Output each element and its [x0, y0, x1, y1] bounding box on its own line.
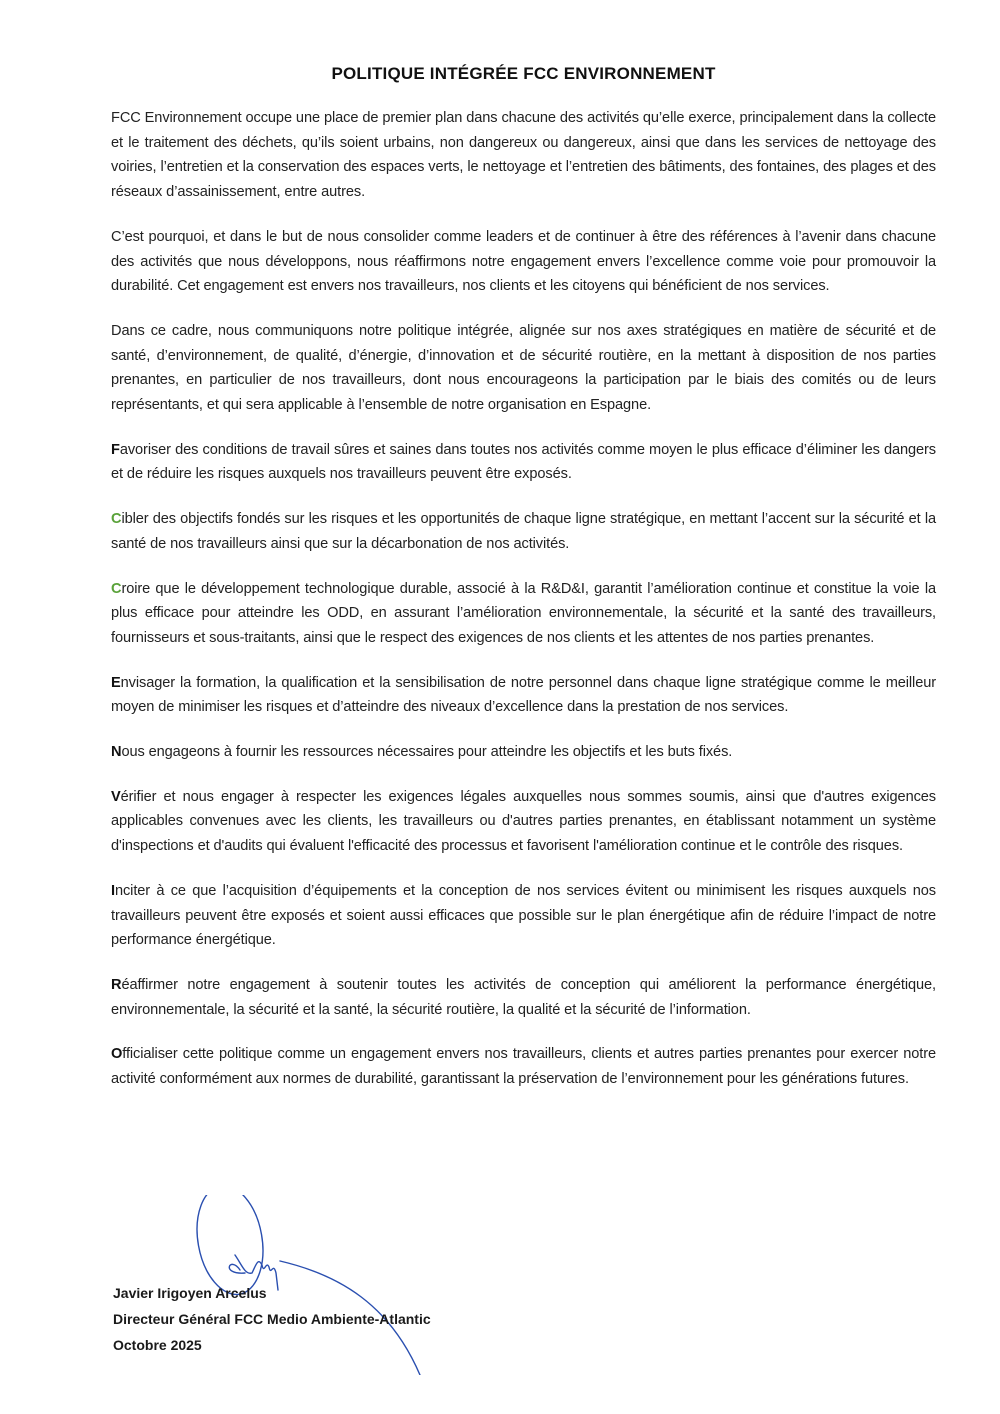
- commitment-paragraph: [111, 577, 936, 651]
- commitment-text: ous engageons à fournir les ressources nécessaires pour atteindre les objectifs et les buts fixés.: [121, 744, 733, 761]
- commitment-paragraph: [111, 740, 936, 765]
- commitments-list: [111, 438, 936, 1092]
- commitment-text: nvisager la formation, la qualification et la sensibilisation de notre personnel dans chaque ligne stratégique comme le meilleur moyen de minimiser les risques et d’atteindre des niveaux d’excellence dans la prestation de nos services.: [111, 674, 936, 716]
- commitment-initial: I: [111, 882, 115, 899]
- commitment-paragraph: [111, 507, 936, 556]
- commitment-initial: C: [111, 511, 122, 528]
- commitment-initial: O: [111, 1046, 123, 1063]
- commitment-initial: F: [111, 441, 120, 458]
- commitment-text: fficialiser cette politique comme un engagement envers nos travailleurs, clients et autres parties prenantes pour exercer notre activité conformément aux normes de durabilité, garantissant la préservation de l’environnement pour les générations futures.: [111, 1046, 936, 1088]
- intro-paragraph: C’est pourquoi, et dans le but de nous consolider comme leaders et de continuer à être des références à l’avenir dans chacune des activités que nous développons, nous réaffirmons notre engagement envers l’excellence comme voie pour promouvoir la durabilité. Cet engagement est envers nos travailleurs, nos clients et les citoyens qui bénéficient de nos services.: [111, 228, 936, 295]
- commitment-text: érifier et nous engager à respecter les exigences légales auxquelles nous sommes soumis, ainsi que d'autres exigences applicables convenues avec les clients, les travailleurs ou d'autres parties prenantes, en établissant notamment un système d'inspections et d'audits qui évaluent l'efficacité des processus et favorisent l'amélioration continue et le contrôle des risques.: [111, 788, 936, 855]
- commitment-paragraph: [111, 1042, 936, 1091]
- signatory-role: Directeur Général FCC Medio Ambiente-Atlantic: [113, 1311, 431, 1327]
- commitment-text: éaffirmer notre engagement à soutenir toutes les activités de conception qui améliorent la performance énergétique, environnementale, la sécurité et la santé, la sécurité routière, la qualité et la sécurité de l’information.: [111, 976, 936, 1018]
- document-title: POLITIQUE INTÉGRÉE FCC ENVIRONNEMENT: [331, 64, 716, 83]
- commitment-initial: E: [111, 674, 121, 691]
- signature-block: [113, 1280, 431, 1358]
- commitment-text: ibler des objectifs fondés sur les risques et les opportunités de chaque ligne stratégique, en mettant l’accent sur la sécurité et la santé de nos travailleurs ainsi que sur la décarbonation de nos activités.: [111, 511, 936, 552]
- commitment-initial: R: [111, 976, 122, 993]
- signature-date: Octobre 2025: [113, 1337, 202, 1353]
- commitment-paragraph: [111, 973, 936, 1022]
- commitment-text: avoriser des conditions de travail sûres et saines dans toutes nos activités comme moyen le plus efficace d’éliminer les dangers et de réduire les risques auxquels nos travailleurs peuvent être exposés.: [111, 441, 936, 483]
- commitment-paragraph: [111, 671, 936, 720]
- commitment-text: nciter à ce que l’acquisition d’équipements et la conception de nos services évitent ou minimisent les risques auxquels nos travailleurs peuvent être exposés et soient aussi efficaces que possible sur le plan énergétique afin de réduire l’impact de notre performance énergétique.: [111, 882, 936, 949]
- document-page: [111, 60, 936, 1112]
- commitment-initial: N: [111, 744, 122, 761]
- commitment-initial: V: [111, 788, 121, 805]
- commitment-paragraph: [111, 438, 936, 487]
- commitment-initial: C: [111, 580, 122, 597]
- intro-paragraph: Dans ce cadre, nous communiquons notre politique intégrée, alignée sur nos axes stratégiques en matière de sécurité et de santé, d’environnement, de qualité, d’énergie, d’innovation et de sécurité routière, en la mettant à disposition de nos parties prenantes, en particulier de nos travailleurs, dont nous encourageons la participation par le biais des comités ou de leurs représentants, et qui sera applicable à l’ensemble de notre organisation en Espagne.: [111, 322, 936, 414]
- signatory-name: Javier Irigoyen Arcelus: [113, 1285, 267, 1301]
- intro-paragraph: FCC Environnement occupe une place de premier plan dans chacune des activités qu’elle exerce, principalement dans la collecte et le traitement des déchets, qu’ils soient urbains, non dangereux ou dangereux, ainsi que dans les services de nettoyage des voiries, l’entretien et la conservation des espaces verts, le nettoyage et l’entretien des bâtiments, des fontaines, des plages et des réseaux d’assainissement, entre autres.: [111, 110, 936, 201]
- commitment-paragraph: [111, 879, 936, 953]
- commitment-paragraph: [111, 785, 936, 859]
- commitment-text: roire que le développement technologique durable, associé à la R&D&I, garantit l’amélioration continue et constitue la voie la plus efficace pour atteindre les ODD, en assurant l’amélioration environnementale, la sécurité et la santé des travailleurs, fournisseurs et sous-traitants, ainsi que le respect des exigences de nos clients et les attentes de nos parties prenantes.: [111, 580, 936, 646]
